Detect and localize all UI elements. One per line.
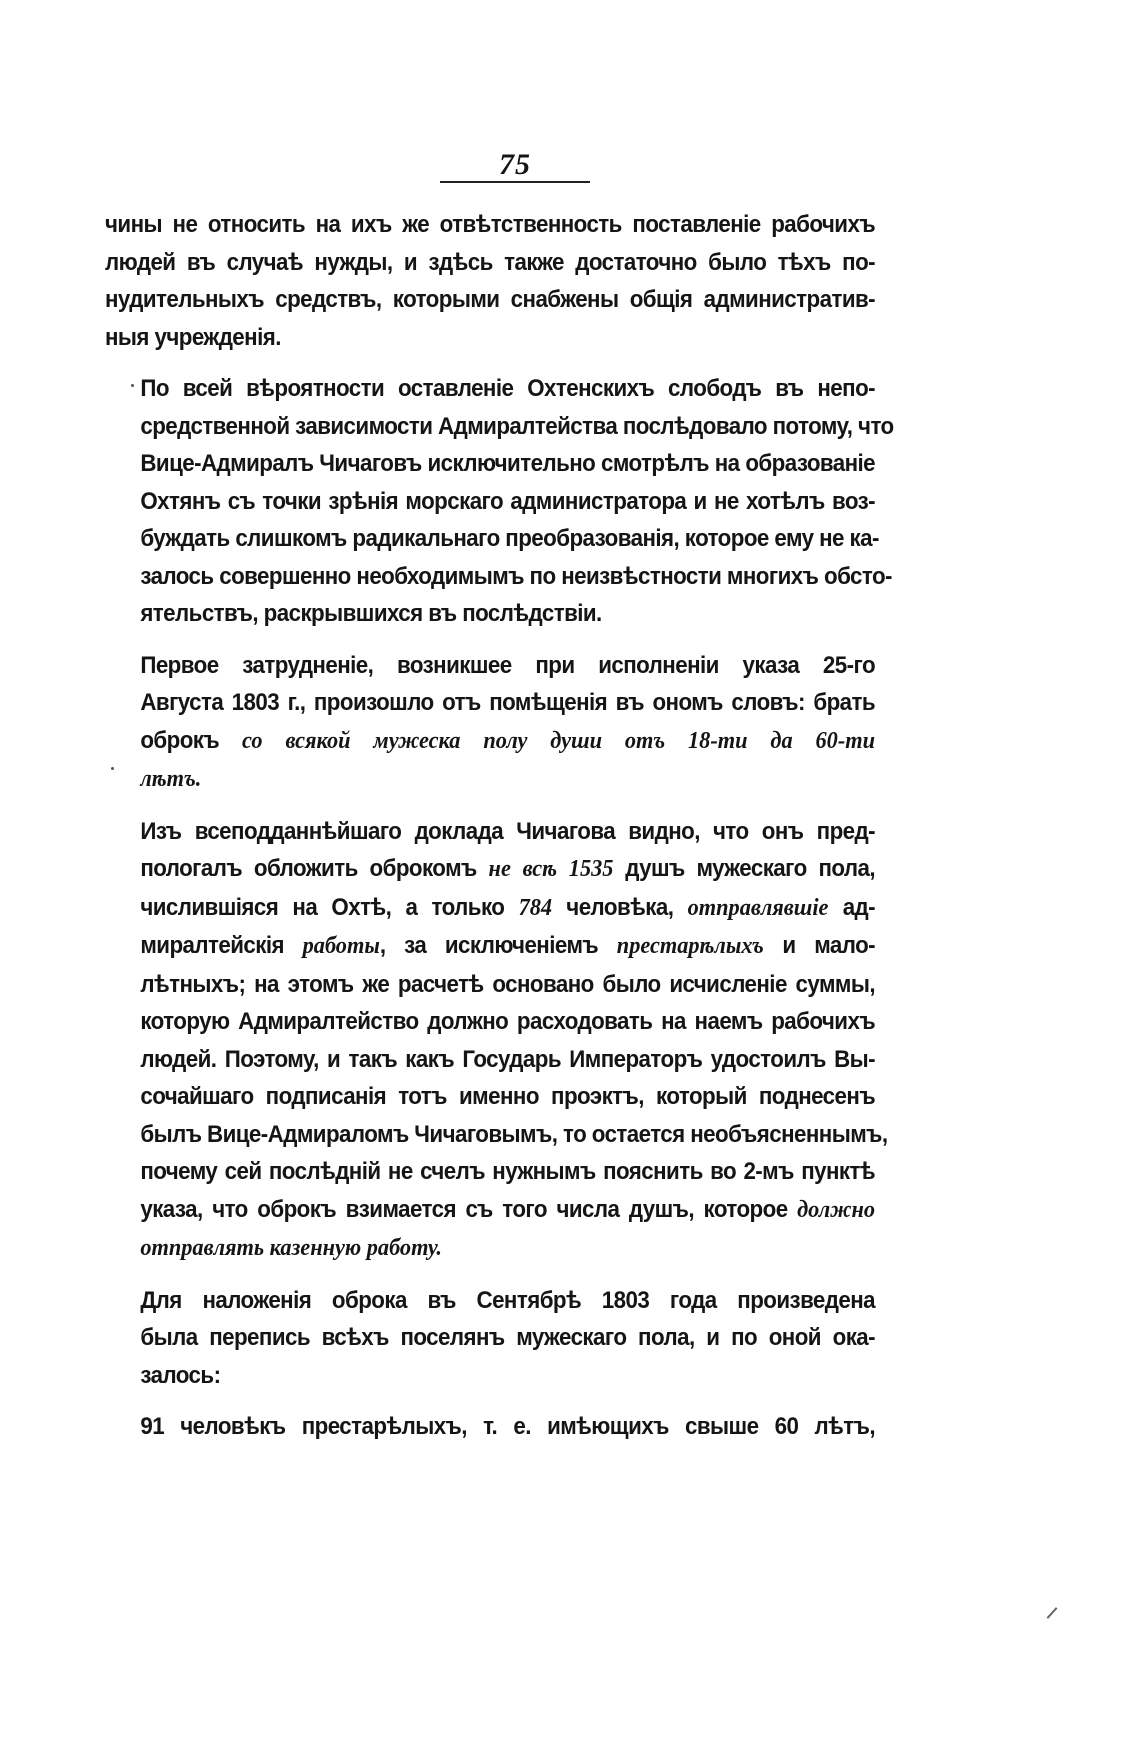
text-line: залось:	[140, 1361, 221, 1389]
text-line: чины не относить на ихъ же отвѣтственность поставленіе рабочихъ	[105, 211, 876, 238]
italic-emphasis: со всякой мужеска полу души отъ 18-ти да 60-ти	[242, 727, 876, 754]
paragraph	[105, 370, 894, 633]
margin-pen-mark	[1047, 1607, 1058, 1619]
paragraph	[105, 206, 875, 356]
italic-emphasis: 784	[518, 894, 553, 921]
text-line: ятельствъ, раскрывшихся въ послѣдствіи.	[140, 600, 602, 627]
text-line: Охтянъ съ точки зрѣнія морскаго администратора и не хотѣлъ воз-	[140, 487, 876, 515]
text-line: нудительныхъ средствъ, которыми снабжены общія административ-	[105, 286, 876, 313]
page-number-rule	[440, 181, 590, 183]
italic-emphasis: отправлять казенную работу.	[140, 1235, 442, 1261]
text-line: буждать слишкомъ радикальнаго преобразованія, которое ему не ка-	[140, 525, 879, 552]
italic-emphasis: отправлявшіе	[687, 894, 829, 921]
text-line	[105, 760, 875, 799]
text-line: лѣтныхъ; на этомъ же расчетѣ основано было исчисленіе суммы,	[140, 970, 876, 998]
paragraph	[105, 1282, 875, 1395]
text-line: средственной зависимости Адмиралтейства послѣдовало потому, что	[140, 412, 894, 440]
text-line: Первое затрудненіе, возникшее при исполненіи указа 25-го	[140, 651, 876, 679]
text-line: Изъ всеподданнѣйшаго доклада Чичагова видно, что онъ пред-	[140, 817, 876, 845]
italic-emphasis: не всѣ 1535	[488, 856, 614, 882]
text-line: людей въ случаѣ нужды, и здѣсь также достаточно было тѣхъ по-	[105, 248, 876, 276]
text-line: Для наложенія оброка въ Сентябрѣ 1803 года произведена	[140, 1286, 876, 1314]
text-line: людей. Поэтому, и такъ какъ Государь Императоръ удостоилъ Вы-	[140, 1045, 876, 1073]
text-line: По всей вѣроятности оставленіе Охтенскихъ слободъ въ непо-	[140, 375, 876, 402]
italic-emphasis: престарѣлыхъ	[616, 933, 764, 959]
body-text	[105, 206, 894, 1446]
paragraph	[105, 1408, 875, 1446]
text-line: которую Адмиралтейство должно расходовать на наемъ рабочихъ	[140, 1008, 876, 1035]
text-line: Вице-Адмиралъ Чичаговъ исключительно смотрѣлъ на образованіе	[140, 450, 876, 477]
text-line: 91 человѣкъ престарѣлыхъ, т. е. имѣющихъ свыше 60 лѣтъ,	[140, 1413, 876, 1440]
paragraph	[105, 647, 875, 799]
text-line: сочайшаго подписанія тотъ именно проэктъ, который поднесенъ	[140, 1083, 876, 1110]
print-speck	[111, 767, 114, 770]
italic-emphasis: должно	[797, 1196, 876, 1223]
text-line: указа, что оброкъ взимается съ того числа душъ, которое должно	[140, 1195, 876, 1223]
text-line: ныя учрежденія.	[105, 323, 281, 351]
paragraph	[105, 813, 888, 1268]
italic-emphasis: работы	[302, 933, 380, 959]
text-line	[105, 1229, 875, 1268]
italic-emphasis: лѣтъ.	[140, 766, 202, 792]
page-number: 75	[499, 148, 531, 181]
text-line: миралтейскія работы, за исключеніемъ престарѣлыхъ и мало-	[140, 932, 876, 959]
print-speck	[131, 384, 134, 387]
text-line: залось совершенно необходимымъ по неизвѣстности многихъ обсто-	[140, 562, 892, 590]
text-line: былъ Вице-Адмираломъ Чичаговымъ, то остается необъясненнымъ,	[140, 1120, 888, 1148]
text-line: почему сей послѣдній не счелъ нужнымъ пояснить во 2-мъ пунктѣ	[140, 1158, 876, 1185]
text-line: числившіяся на Охтѣ, а только 784 человѣка, отправлявшіе ад-	[140, 893, 876, 921]
text-line: была перепись всѣхъ поселянъ мужескаго пола, и по оной ока-	[140, 1324, 876, 1351]
text-line: Августа 1803 г., произошло отъ помѣщенія въ ономъ словъ: брать	[140, 689, 876, 716]
text-line: пологалъ обложить оброкомъ не всѣ 1535 душъ мужескаго пола,	[140, 855, 876, 882]
text-line: оброкъ со всякой мужеска полу души отъ 18-ти да 60-ти	[140, 726, 876, 754]
